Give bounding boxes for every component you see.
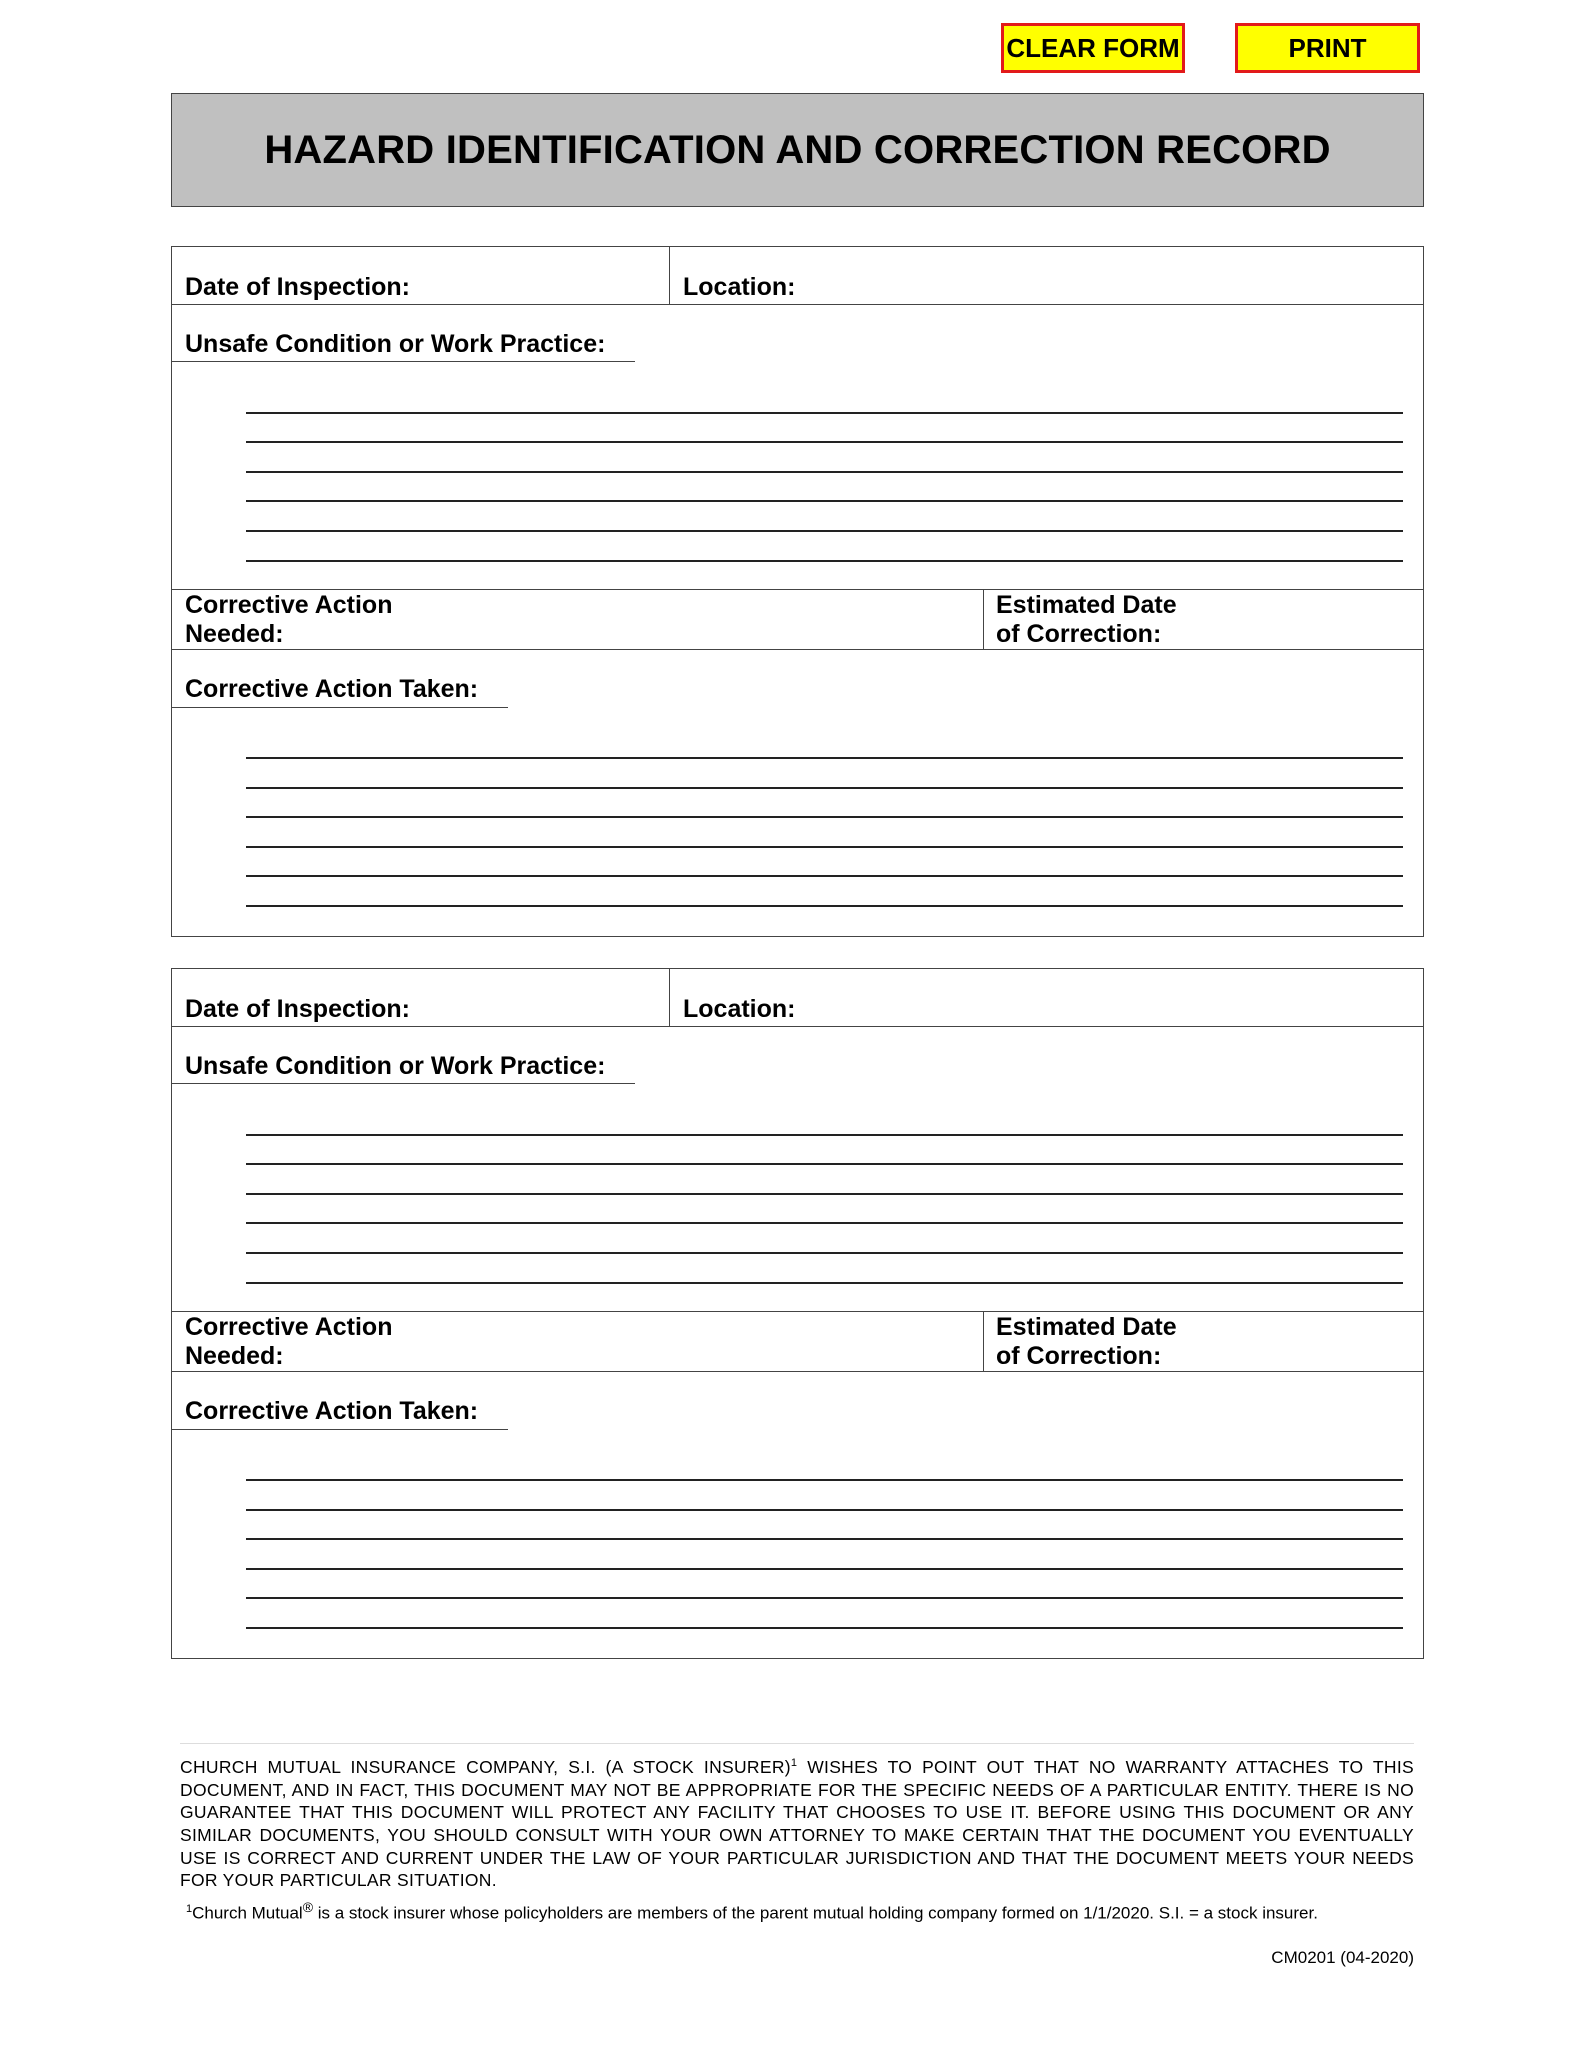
- unsafe-condition-label: Unsafe Condition or Work Practice:: [185, 1052, 606, 1080]
- label-underline: [172, 361, 635, 362]
- disclaimer-text: [180, 1752, 1414, 1892]
- estimated-date-line1: Estimated Date: [996, 591, 1177, 619]
- unsafe-condition-line-6[interactable]: [246, 560, 1403, 562]
- hazard-record-2: [171, 968, 1424, 1659]
- corrective-action-taken-label: Corrective Action Taken:: [185, 675, 479, 703]
- title-banner: [171, 93, 1424, 207]
- divider: [172, 304, 1423, 305]
- divider: [669, 247, 670, 304]
- divider: [669, 969, 670, 1026]
- disclaimer-footnote-marker: 1: [790, 1757, 798, 1769]
- date-of-inspection-label: Date of Inspection:: [185, 995, 411, 1023]
- corrective-action-needed-label: [185, 591, 392, 649]
- unsafe-condition-line-2[interactable]: [246, 441, 1403, 443]
- location-label: Location:: [683, 273, 796, 301]
- unsafe-condition-line-3[interactable]: [246, 471, 1403, 473]
- disclaimer-company: CHURCH MUTUAL INSURANCE COMPANY, S.I. (A STOCK INSURER): [180, 1756, 791, 1777]
- disclaimer-body: WISHES TO POINT OUT THAT NO WARRANTY ATTACHES TO THIS DOCUMENT, AND IN FACT, THIS DOCUMENT MAY NOT BE APPROPRIATE FOR THE SPECIFIC NEEDS OF A PARTICULAR ENTITY. THERE IS NO GUARANTEE THAT THIS DOCUMENT WILL PROTECT ANY FACILITY THAT CHOOSES TO USE IT. BEFORE USING THIS DOCUMENT OR ANY SIMILAR DOCUMENTS, YOU SHOULD CONSULT WITH YOUR OWN ATTORNEY TO MAKE CERTAIN THAT THE DOCUMENT YOU EVENTUALLY USE IS CORRECT AND CURRENT UNDER THE LAW OF YOUR PARTICULAR JURISDICTION AND THAT THE DOCUMENT MEETS YOUR NEEDS FOR YOUR PARTICULAR SITUATION.: [180, 1756, 1414, 1891]
- corrective-taken-line-2[interactable]: [246, 1509, 1403, 1511]
- estimated-date-line2: of Correction:: [996, 620, 1162, 648]
- divider: [983, 589, 984, 649]
- corrective-taken-line-1[interactable]: [246, 757, 1403, 759]
- footnote-brand: Church Mutual: [192, 1903, 303, 1923]
- unsafe-condition-line-3[interactable]: [246, 1193, 1403, 1195]
- corrective-taken-line-3[interactable]: [246, 1538, 1403, 1540]
- corrective-action-needed-line2: Needed:: [185, 620, 284, 648]
- print-button[interactable]: PRINT: [1235, 23, 1420, 73]
- unsafe-condition-line-5[interactable]: [246, 1252, 1403, 1254]
- estimated-date-label: [996, 591, 1177, 649]
- date-of-inspection-label: Date of Inspection:: [185, 273, 411, 301]
- unsafe-condition-line-1[interactable]: [246, 412, 1403, 414]
- estimated-date-line2: of Correction:: [996, 1342, 1162, 1370]
- page-title: HAZARD IDENTIFICATION AND CORRECTION RECORD: [264, 127, 1331, 172]
- corrective-action-needed-line1: Corrective Action: [185, 1313, 393, 1341]
- corrective-action-needed-label: [185, 1313, 392, 1371]
- unsafe-condition-line-4[interactable]: [246, 500, 1403, 502]
- estimated-date-label: [996, 1313, 1177, 1371]
- divider: [172, 1371, 1423, 1372]
- corrective-taken-line-6[interactable]: [246, 1627, 1403, 1629]
- unsafe-condition-line-2[interactable]: [246, 1163, 1403, 1165]
- footnote-marker: 1: [186, 1903, 193, 1915]
- corrective-action-needed-line1: Corrective Action: [185, 591, 393, 619]
- label-underline: [172, 1083, 635, 1084]
- corrective-taken-line-3[interactable]: [246, 816, 1403, 818]
- unsafe-condition-label: Unsafe Condition or Work Practice:: [185, 330, 606, 358]
- corrective-action-needed-line2: Needed:: [185, 1342, 284, 1370]
- disclaimer: [180, 1743, 1414, 1892]
- footnote: [186, 1899, 1318, 1924]
- unsafe-condition-line-6[interactable]: [246, 1282, 1403, 1284]
- registered-mark: ®: [302, 1899, 314, 1915]
- label-underline: [172, 707, 508, 708]
- corrective-taken-line-4[interactable]: [246, 1568, 1403, 1570]
- form-code: CM0201 (04-2020): [1271, 1948, 1414, 1967]
- clear-form-button[interactable]: CLEAR FORM: [1001, 23, 1185, 73]
- corrective-taken-line-1[interactable]: [246, 1479, 1403, 1481]
- corrective-taken-line-5[interactable]: [246, 875, 1403, 877]
- divider: [172, 649, 1423, 650]
- corrective-taken-line-6[interactable]: [246, 905, 1403, 907]
- hazard-record-1: [171, 246, 1424, 937]
- footnote-text: is a stock insurer whose policyholders are members of the parent mutual holding company formed on 1/1/2020. S.I. = a stock insurer.: [313, 1903, 1318, 1923]
- location-label: Location:: [683, 995, 796, 1023]
- corrective-action-taken-label: Corrective Action Taken:: [185, 1397, 479, 1425]
- corrective-taken-line-2[interactable]: [246, 787, 1403, 789]
- divider: [983, 1311, 984, 1371]
- unsafe-condition-line-4[interactable]: [246, 1222, 1403, 1224]
- label-underline: [172, 1429, 508, 1430]
- corrective-taken-line-4[interactable]: [246, 846, 1403, 848]
- divider: [172, 1026, 1423, 1027]
- unsafe-condition-line-1[interactable]: [246, 1134, 1403, 1136]
- estimated-date-line1: Estimated Date: [996, 1313, 1177, 1341]
- divider: [172, 1311, 1423, 1312]
- corrective-taken-line-5[interactable]: [246, 1597, 1403, 1599]
- divider: [172, 589, 1423, 590]
- unsafe-condition-line-5[interactable]: [246, 530, 1403, 532]
